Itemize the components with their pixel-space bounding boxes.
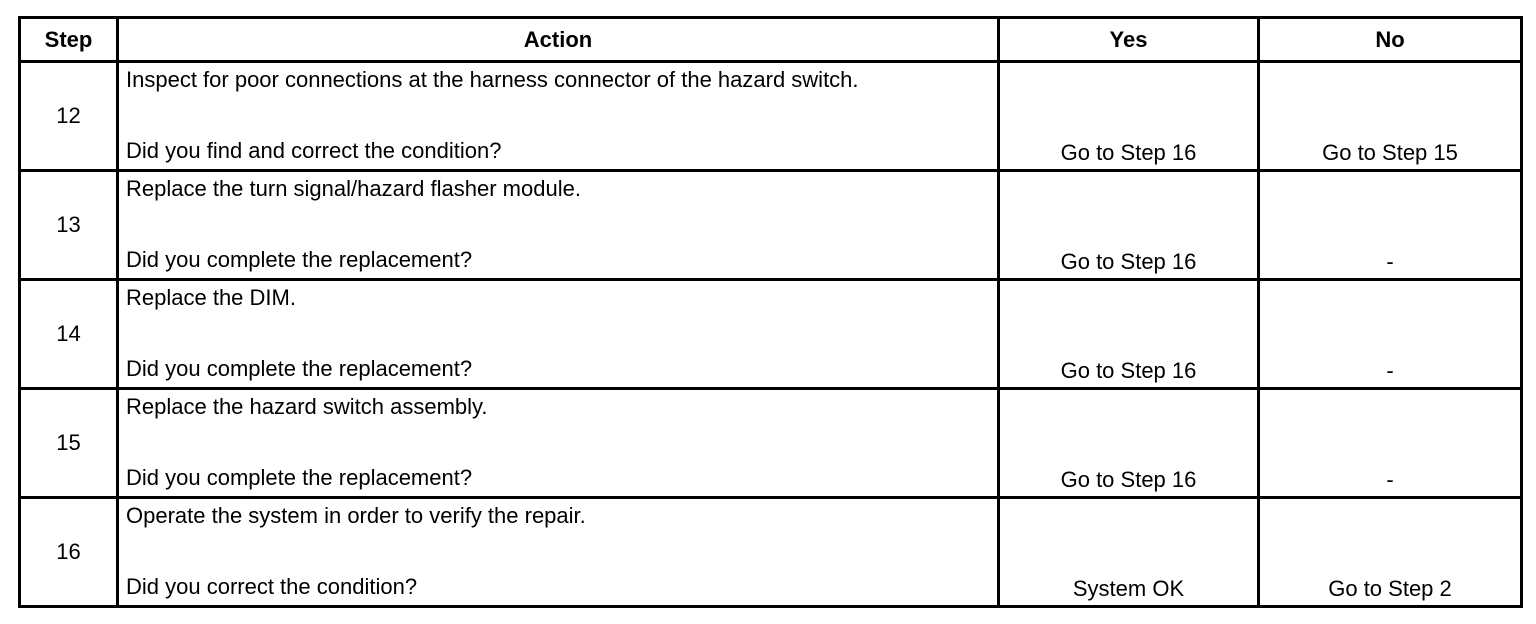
yes-result: Go to Step 16 bbox=[999, 171, 1259, 280]
yes-result: Go to Step 16 bbox=[999, 62, 1259, 171]
table-row bbox=[20, 62, 1522, 171]
table-row bbox=[20, 171, 1522, 280]
action-instruction: Replace the hazard switch assembly. bbox=[126, 394, 488, 419]
action-instruction: Replace the turn signal/hazard flasher module. bbox=[126, 176, 581, 201]
no-result: - bbox=[1259, 171, 1522, 280]
step-number: 15 bbox=[20, 389, 118, 498]
action-question: Did you correct the condition? bbox=[126, 574, 418, 599]
header-yes: Yes bbox=[999, 18, 1259, 62]
header-step: Step bbox=[20, 18, 118, 62]
header-no: No bbox=[1259, 18, 1522, 62]
action-instruction: Replace the DIM. bbox=[126, 285, 296, 310]
no-result: - bbox=[1259, 389, 1522, 498]
step-number: 14 bbox=[20, 280, 118, 389]
action-question: Did you find and correct the condition? bbox=[126, 138, 502, 163]
action-question: Did you complete the replacement? bbox=[126, 247, 473, 272]
action-cell bbox=[118, 62, 999, 171]
no-result: - bbox=[1259, 280, 1522, 389]
action-cell bbox=[118, 498, 999, 607]
action-cell bbox=[118, 171, 999, 280]
action-question: Did you complete the replacement? bbox=[126, 356, 473, 381]
yes-result: Go to Step 16 bbox=[999, 389, 1259, 498]
table-row bbox=[20, 280, 1522, 389]
no-result: Go to Step 15 bbox=[1259, 62, 1522, 171]
step-number: 13 bbox=[20, 171, 118, 280]
action-cell bbox=[118, 280, 999, 389]
no-result: Go to Step 2 bbox=[1259, 498, 1522, 607]
step-number: 16 bbox=[20, 498, 118, 607]
table-row bbox=[20, 498, 1522, 607]
yes-result: Go to Step 16 bbox=[999, 280, 1259, 389]
header-action: Action bbox=[118, 18, 999, 62]
action-instruction: Inspect for poor connections at the harness connector of the hazard switch. bbox=[126, 67, 859, 92]
action-cell bbox=[118, 389, 999, 498]
action-question: Did you complete the replacement? bbox=[126, 465, 473, 490]
step-number: 12 bbox=[20, 62, 118, 171]
header-row bbox=[20, 18, 1522, 62]
diagnostic-table bbox=[18, 16, 1523, 608]
table-row bbox=[20, 389, 1522, 498]
yes-result: System OK bbox=[999, 498, 1259, 607]
action-instruction: Operate the system in order to verify the repair. bbox=[126, 503, 586, 528]
